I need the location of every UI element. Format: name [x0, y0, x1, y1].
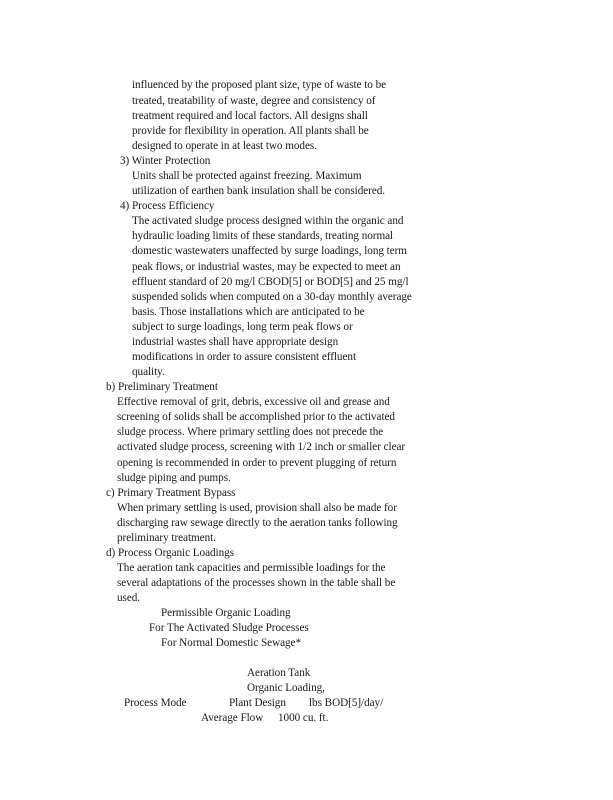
table-header-thousand-cu-ft: 1000 cu. ft. [278, 712, 329, 724]
section-heading-winter-protection: 3) Winter Protection [120, 155, 211, 167]
paragraph-line: quality. [132, 366, 165, 378]
paragraph-line: domestic wastewaters unaffected by surge loadings, long term [132, 245, 407, 257]
paragraph-line: hydraulic loading limits of these standards, treating normal [132, 230, 394, 242]
section-heading-preliminary-treatment: b) Preliminary Treatment [106, 381, 218, 393]
paragraph-line: basis. Those installations which are anticipated to be [132, 306, 365, 318]
paragraph-line: When primary settling is used, provision shall also be made for [117, 502, 397, 514]
section-heading-primary-treatment-bypass: c) Primary Treatment Bypass [106, 487, 236, 499]
section-heading-process-efficiency: 4) Process Efficiency [120, 200, 215, 212]
table-header-aeration-tank: Aeration Tank [247, 667, 311, 679]
paragraph-line: sludge process. Where primary settling does not precede the [117, 426, 384, 438]
paragraph-line: Effective removal of grit, debris, excessive oil and grease and [117, 396, 390, 408]
paragraph-line: several adaptations of the processes shown in the table shall be [117, 577, 396, 589]
paragraph-line: treated, treatability of waste, degree and consistency of [132, 95, 376, 107]
table-title-line: Permissible Organic Loading [161, 607, 291, 619]
table-title-line: For Normal Domestic Sewage* [161, 637, 302, 649]
paragraph-line: screening of solids shall be accomplished prior to the activated [117, 411, 395, 423]
paragraph-line: sludge piping and pumps. [117, 472, 231, 484]
table-header-organic-loading: Organic Loading, [247, 682, 325, 694]
paragraph-line: industrial wastes shall have appropriate design [132, 336, 339, 348]
paragraph-line: The activated sludge process designed within the organic and [132, 215, 404, 227]
paragraph-line: treatment required and local factors. All designs shall [132, 110, 368, 122]
paragraph-line: activated sludge process, screening with 1/2 inch or smaller clear [117, 441, 406, 453]
table-header-process-mode: Process Mode [124, 697, 187, 709]
table-header-lbs-bod: lbs BOD[5]/day/ [309, 697, 384, 709]
paragraph-line: peak flows, or industrial wastes, may be expected to meet an [132, 261, 401, 273]
paragraph-line: opening is recommended in order to prevent plugging of return [117, 457, 397, 469]
paragraph-line: effluent standard of 20 mg/l CBOD[5] or BOD[5] and 25 mg/l [132, 276, 409, 288]
paragraph-line: provide for flexibility in operation. All plants shall be [132, 125, 369, 137]
table-header-average-flow: Average Flow [201, 712, 264, 724]
paragraph-line: influenced by the proposed plant size, type of waste to be [132, 79, 387, 91]
paragraph-line: subject to surge loadings, long term peak flows or [132, 321, 353, 333]
table-header-plant-design: Plant Design [229, 697, 286, 709]
paragraph-line: modifications in order to assure consistent effluent [132, 351, 356, 363]
section-heading-process-organic-loadings: d) Process Organic Loadings [106, 547, 235, 559]
paragraph-line: Units shall be protected against freezing. Maximum [132, 170, 362, 182]
table-title-line: For The Activated Sludge Processes [149, 622, 309, 634]
paragraph-line: designed to operate in at least two modes. [132, 140, 317, 152]
paragraph-line: The aeration tank capacities and permissible loadings for the [117, 562, 386, 574]
paragraph-line: discharging raw sewage directly to the aeration tanks following [117, 517, 398, 529]
paragraph-line: utilization of earthen bank insulation shall be considered. [132, 185, 386, 197]
paragraph-line: preliminary treatment. [117, 532, 216, 544]
paragraph-line: suspended solids when computed on a 30-day monthly average [132, 291, 412, 303]
paragraph-line: used. [117, 592, 141, 604]
